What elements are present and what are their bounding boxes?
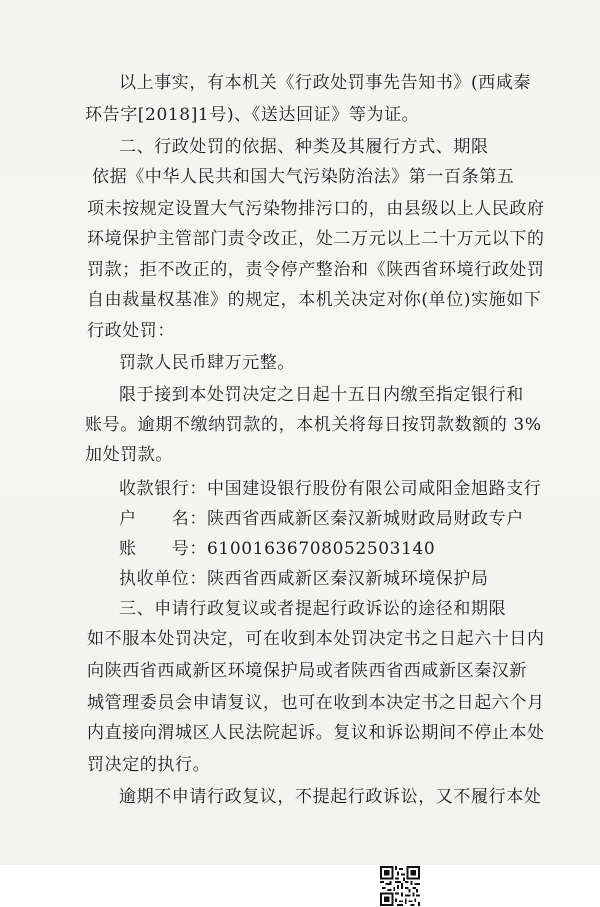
- appeal-line-1: 如不服本处罚决定，可在收到本处罚决定书之日起六十日内: [87, 629, 545, 649]
- account-name-value: 陕西省西咸新区秦汉新城财政局财政专户: [207, 509, 524, 529]
- account-name-label: 户 名：: [119, 509, 207, 529]
- bank-row: [0, 478, 600, 500]
- basis-line-5: 自由裁量权基准》的规定，本机关决定对你(单位)实施如下: [87, 290, 542, 310]
- appeal-line-3: 城管理委员会申请复议，也可在收到本决定书之日起六个月: [87, 693, 545, 713]
- account-number-row: [0, 538, 600, 560]
- executor-label: 执收单位：: [119, 569, 207, 589]
- basis-line-6: 行政处罚：: [87, 321, 175, 341]
- basis-line-4: 罚款；拒不改正的，责令停产整治和《陕西省环境行政处罚: [87, 260, 545, 280]
- fine-line: 罚款人民币肆万元整。: [119, 353, 295, 373]
- evidence-line-1: 以上事实，有本机关《行政处罚事先告知书》(西咸秦: [119, 73, 532, 93]
- payment-line-3: 加处罚款。: [85, 445, 173, 465]
- account-number-label: 账 号：: [119, 539, 207, 559]
- payment-line-2: 账号。逾期不缴纳罚款的，本机关将每日按罚款数额的 3%: [85, 415, 542, 435]
- account-name-row: [0, 508, 600, 530]
- executor-row: [0, 568, 600, 590]
- page-footer-area: [0, 865, 600, 907]
- appeal-line-2: 向陕西省西咸新区环境保护局或者陕西省西咸新区秦汉新: [87, 661, 527, 681]
- evidence-line-2: 环告字[2018]1号)、《送达回证》等为证。: [85, 105, 420, 125]
- bank-label: 收款银行：: [119, 479, 207, 499]
- bank-value: 中国建设银行股份有限公司咸阳金旭路支行: [207, 479, 542, 499]
- basis-line-3: 环境保护主管部门责令改正，处二万元以上二十万元以下的: [87, 229, 545, 249]
- qr-code-icon: [380, 866, 420, 906]
- overdue-line: 逾期不申请行政复议，不提起行政诉讼，又不履行本处: [119, 787, 542, 807]
- basis-line-2: 项未按规定设置大气污染物排污口的，由县级以上人民政府: [87, 199, 545, 219]
- basis-line-1: 依据《中华人民共和国大气污染防治法》第一百条第五: [92, 167, 515, 187]
- section-3-heading: 三、申请行政复议或者提起行政诉讼的途径和期限: [119, 599, 507, 619]
- account-number-value: 61001636708052503140: [207, 539, 436, 559]
- section-2-heading: 二、行政处罚的依据、种类及其履行方式、期限: [119, 137, 489, 157]
- appeal-line-5: 罚决定的执行。: [87, 755, 211, 775]
- executor-value: 陕西省西咸新区秦汉新城环境保护局: [207, 569, 489, 589]
- appeal-line-4: 内直接向渭城区人民法院起诉。复议和诉讼期间不停止本处: [87, 723, 545, 743]
- payment-line-1: 限于接到本处罚决定之日起十五日内缴至指定银行和: [119, 385, 524, 405]
